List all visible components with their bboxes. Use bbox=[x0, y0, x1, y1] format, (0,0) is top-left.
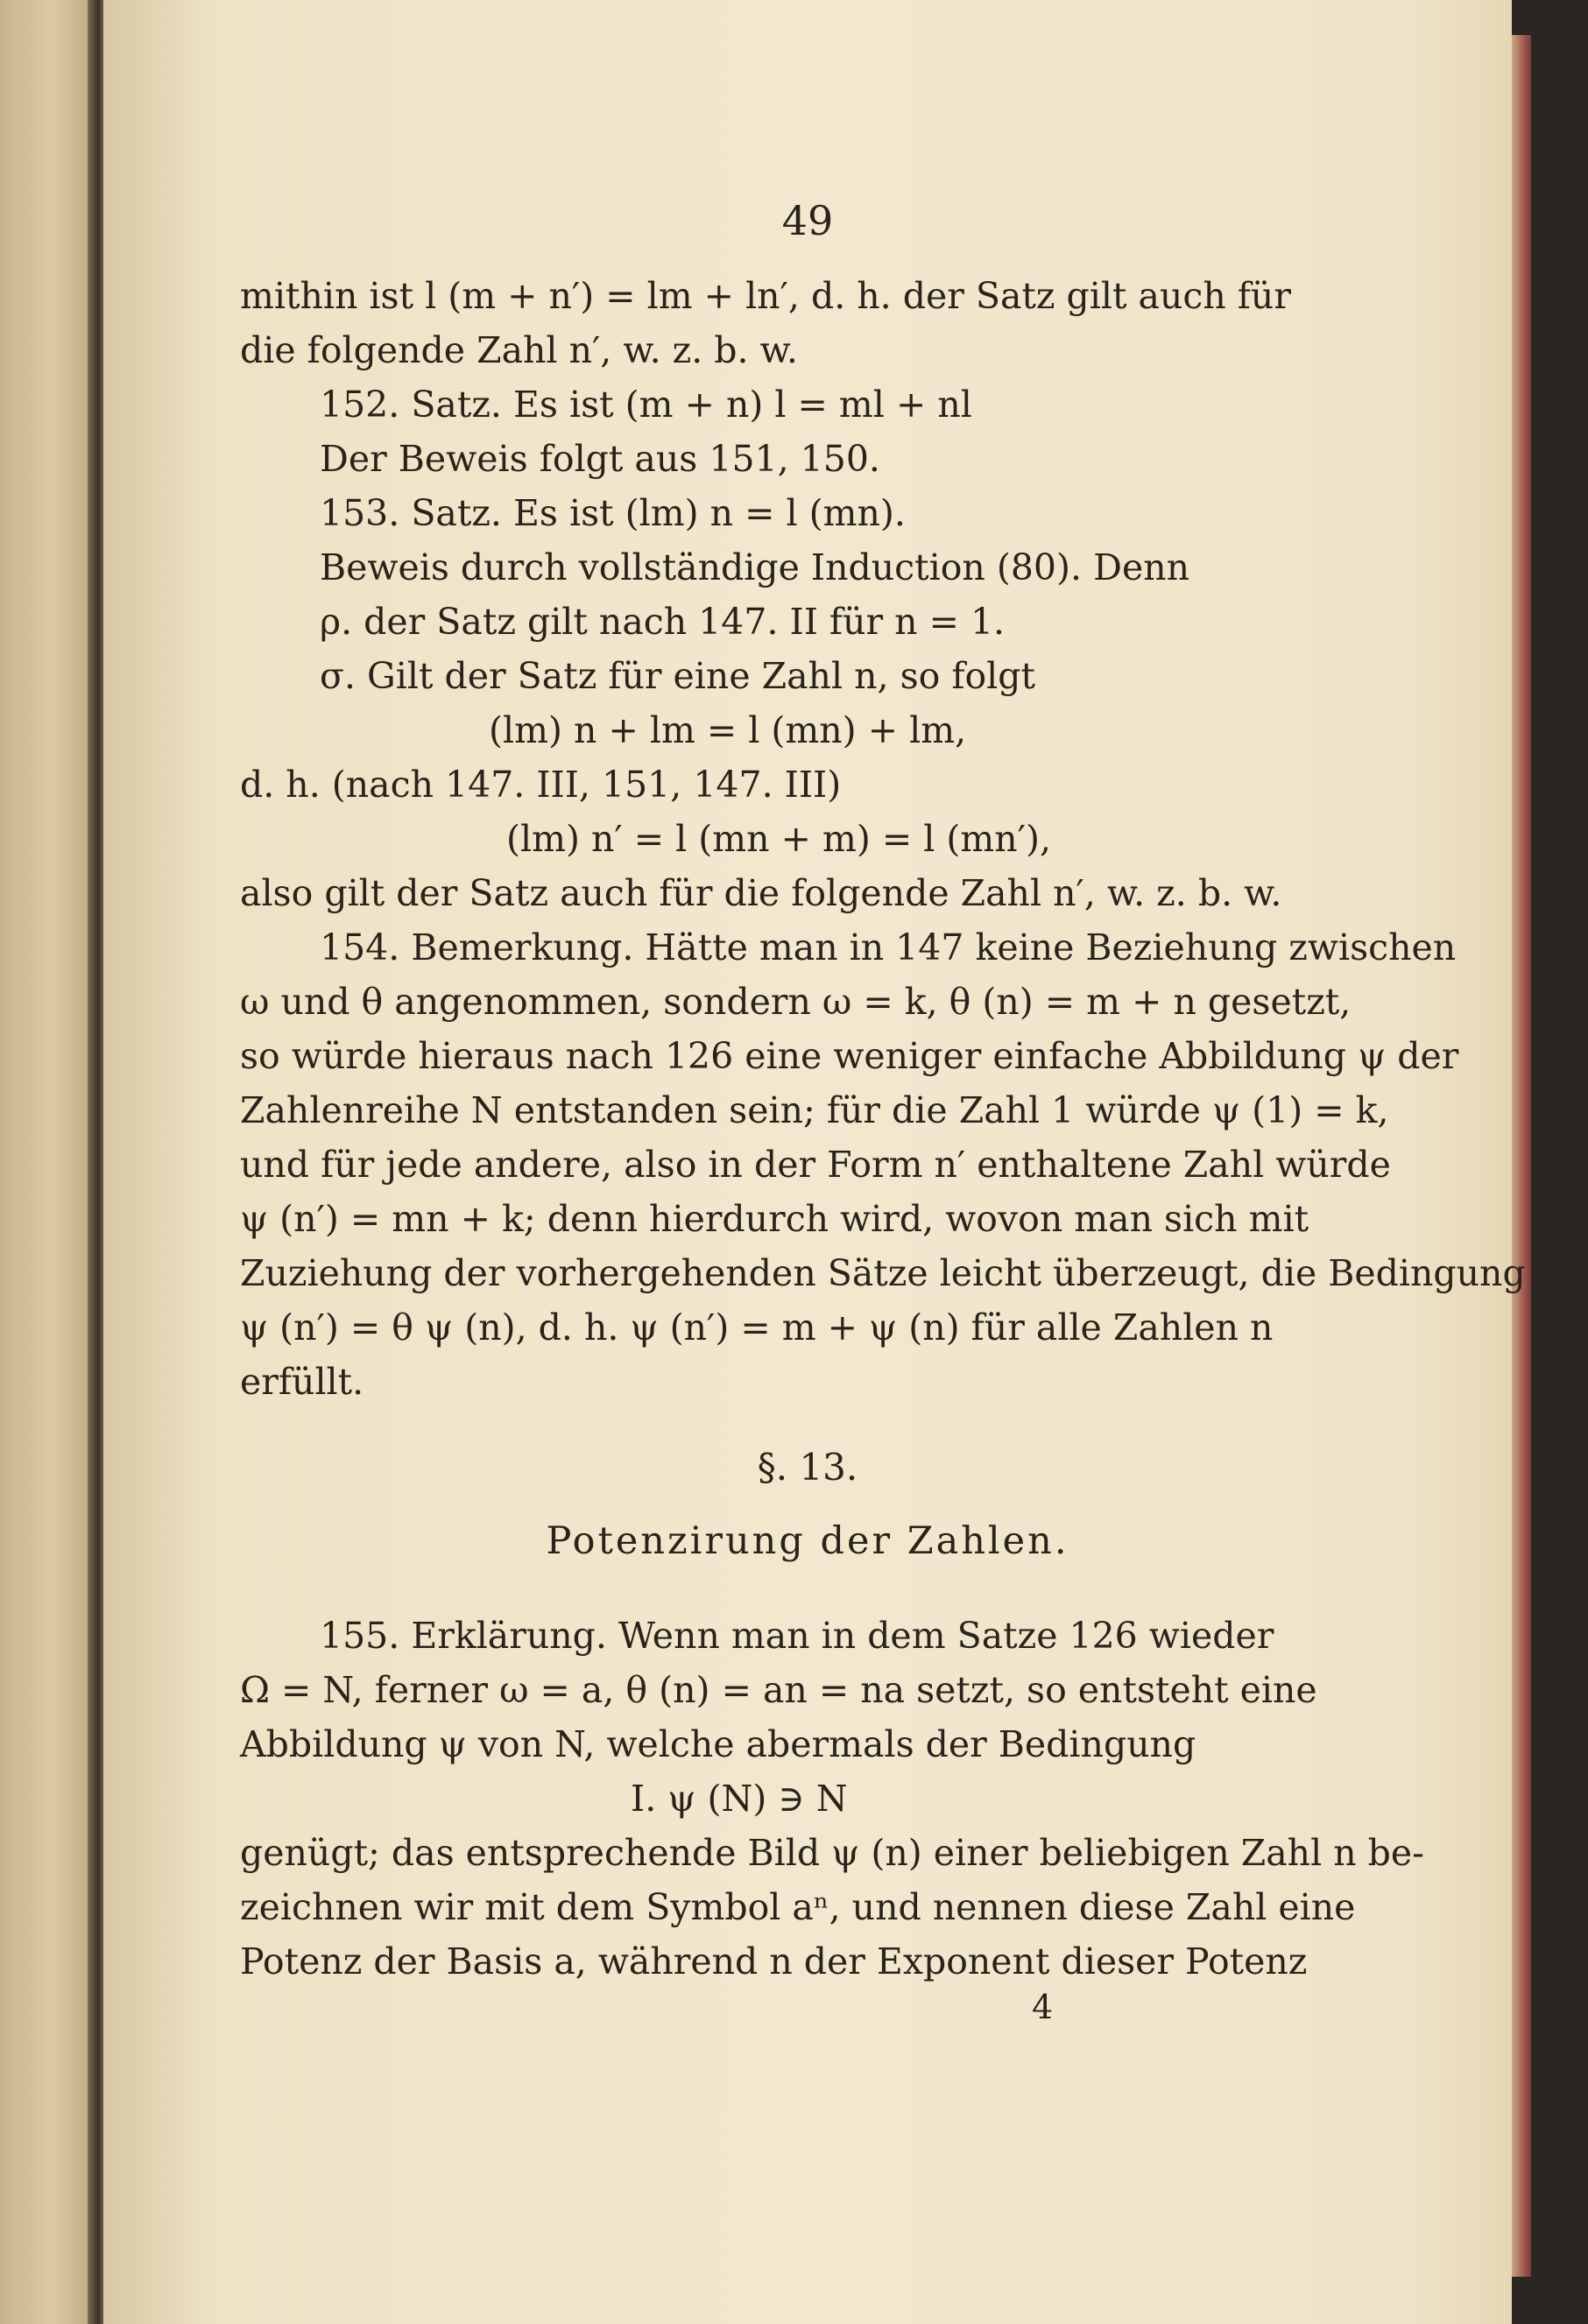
formula-line: (lm) n + lm = l (mn) + lm, bbox=[489, 709, 967, 751]
signature-mark: 4 bbox=[1032, 1988, 1054, 2026]
text-line: Beweis durch vollständige Induction (80). Denn bbox=[320, 546, 1190, 588]
text-line: so würde hieraus nach 126 eine weniger einfache Abbildung ψ der bbox=[240, 1035, 1459, 1077]
text-line: die folgende Zahl n′, w. z. b. w. bbox=[240, 329, 798, 371]
text-line: genügt; das entsprechende Bild ψ (n) einer beliebigen Zahl n be- bbox=[240, 1832, 1425, 1874]
text-line: d. h. (nach 147. III, 151, 147. III) bbox=[240, 764, 842, 806]
text-line: und für jede andere, also in der Form n′ enthaltene Zahl würde bbox=[240, 1144, 1391, 1186]
text-line: also gilt der Satz auch für die folgende Zahl n′, w. z. b. w. bbox=[240, 872, 1282, 914]
text-line: Zuziehung der vorhergehenden Sätze leicht überzeugt, die Bedingung bbox=[240, 1252, 1526, 1294]
text-line: ω und θ angenommen, sondern ω = k, θ (n) = m + n gesetzt, bbox=[240, 981, 1352, 1023]
previous-page-edge bbox=[0, 0, 98, 2324]
text-line: Ω = N, ferner ω = a, θ (n) = an = na setzt, so entsteht eine bbox=[240, 1669, 1317, 1711]
text-line: ψ (n′) = θ ψ (n), d. h. ψ (n′) = m + ψ (n) für alle Zahlen n bbox=[240, 1306, 1274, 1349]
text-line: Zahlenreihe N entstanden sein; für die Zahl 1 würde ψ (1) = k, bbox=[240, 1089, 1389, 1131]
text-line: Abbildung ψ von N, welche abermals der Bedingung bbox=[240, 1723, 1196, 1765]
text-line: ψ (n′) = mn + k; denn hierdurch wird, wovon man sich mit bbox=[240, 1198, 1309, 1240]
text-line: zeichnen wir mit dem Symbol aⁿ, und nennen diese Zahl eine bbox=[240, 1886, 1356, 1928]
page-fore-edge bbox=[1512, 35, 1531, 2277]
text-line: 154. Bemerkung. Hätte man in 147 keine Beziehung zwischen bbox=[320, 926, 1457, 968]
text-line: erfüllt. bbox=[240, 1361, 364, 1403]
text-line: Der Beweis folgt aus 151, 150. bbox=[320, 438, 880, 480]
text-line: ρ. der Satz gilt nach 147. II für n = 1. bbox=[320, 601, 1006, 643]
text-line: Potenz der Basis a, während n der Exponent dieser Potenz bbox=[240, 1940, 1308, 1982]
text-line: mithin ist l (m + n′) = lm + ln′, d. h. der Satz gilt auch für bbox=[240, 275, 1291, 317]
page-number: 49 bbox=[781, 197, 834, 244]
formula-line: (lm) n′ = l (mn + m) = l (mn′), bbox=[506, 818, 1052, 860]
section-heading: Potenzirung der Zahlen. bbox=[546, 1519, 1069, 1563]
text-line: 155. Erklärung. Wenn man in dem Satze 126 wieder bbox=[320, 1615, 1274, 1657]
formula-line: I. ψ (N) ∋ N bbox=[631, 1778, 848, 1820]
text-line: σ. Gilt der Satz für eine Zahl n, so folgt bbox=[320, 655, 1036, 697]
text-line: 152. Satz. Es ist (m + n) l = ml + nl bbox=[320, 384, 972, 426]
text-line: 153. Satz. Es ist (lm) n = l (mn). bbox=[320, 492, 906, 534]
section-number: §. 13. bbox=[757, 1446, 858, 1489]
